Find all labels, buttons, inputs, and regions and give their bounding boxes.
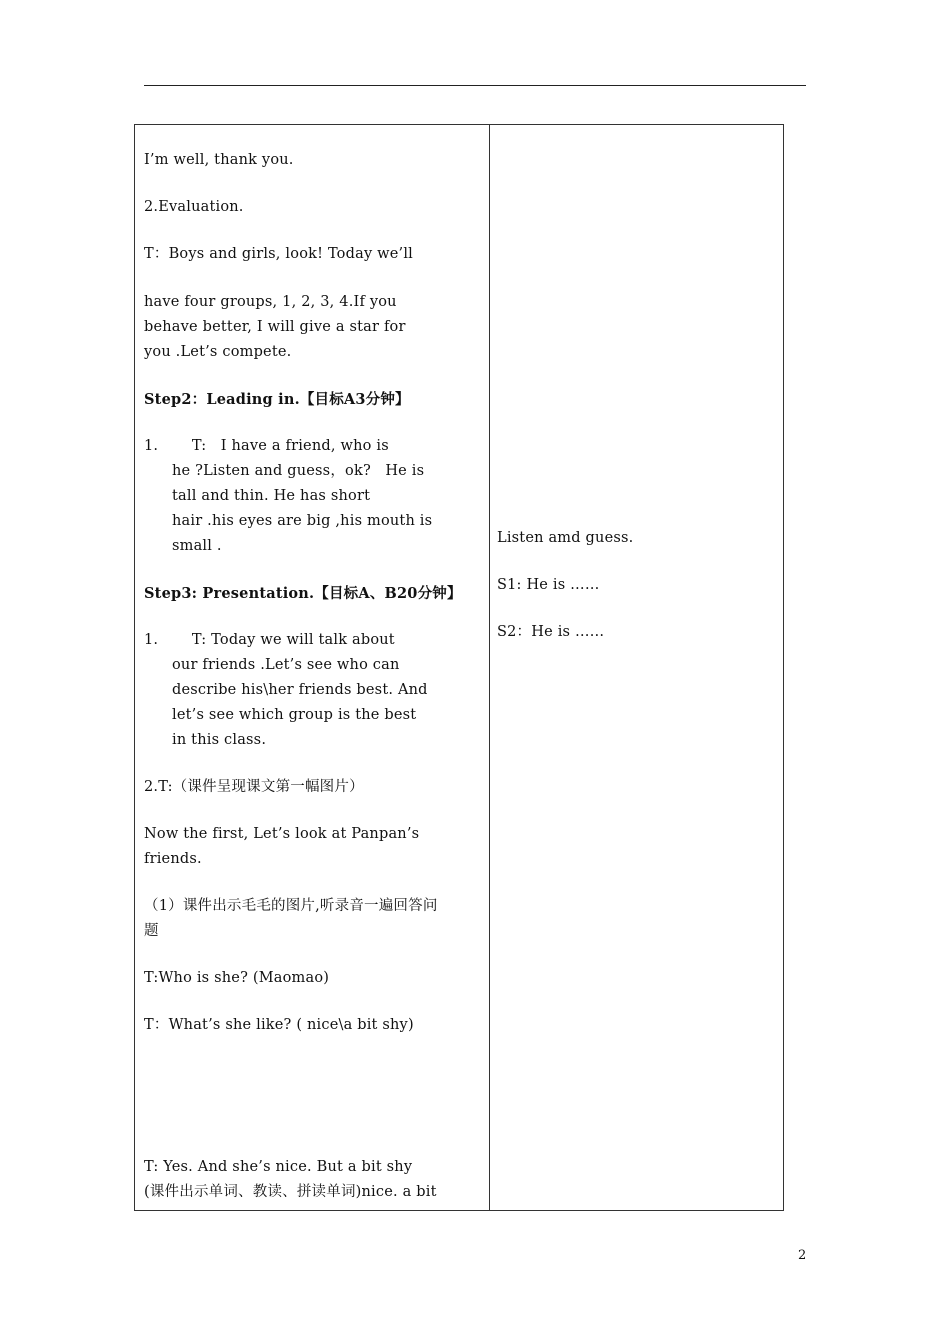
step3-item-line: describe his\her friends best. And: [172, 682, 428, 698]
step3-heading: Step3: Presentation.【目标A、B20分钟】: [144, 585, 462, 602]
listen-guess: Listen amd guess.: [497, 530, 634, 546]
answer-line: T: Yes. And she’s nice. But a bit shy: [144, 1159, 413, 1175]
step3-item-line: 1. T: Today we will talk about: [144, 632, 395, 648]
groups-line: behave better, I will give a star for: [144, 319, 406, 335]
question-like: T：What’s she like? ( nice\a bit shy): [144, 1017, 414, 1033]
evaluation-heading: 2.Evaluation.: [144, 199, 244, 215]
step2-item-line: he ?Listen and guess，ok? He is: [172, 463, 425, 479]
step3-item-line: our friends .Let’s see who can: [172, 657, 400, 673]
first-look-line: friends.: [144, 851, 202, 867]
step2-item-line: tall and thin. He has short: [172, 488, 371, 504]
header-rule: [144, 85, 806, 86]
column-divider: [489, 125, 490, 1210]
page-number: 2: [798, 1248, 807, 1263]
groups-line: have four groups, 1, 2, 3, 4.If you: [144, 294, 397, 310]
student2-response: S2：He is ……: [497, 624, 605, 640]
step2-heading: Step2：Leading in.【目标A3分钟】: [144, 391, 410, 408]
step3-item2: 2.T:（课件呈现课文第一幅图片）: [144, 779, 364, 795]
teacher-intro: T：Boys and girls, look! Today we’ll: [144, 246, 414, 262]
groups-line: you .Let’s compete.: [144, 344, 292, 360]
question-who: T:Who is she? (Maomao): [144, 970, 330, 986]
task1-line: 题: [144, 923, 159, 939]
first-look-line: Now the first, Let’s look at Panpan’s: [144, 826, 420, 842]
step2-item-line: hair .his eyes are big ,his mouth is: [172, 513, 433, 529]
step3-item-line: in this class.: [172, 732, 267, 748]
step3-item-line: let’s see which group is the best: [172, 707, 417, 723]
answer-line: (课件出示单词、教读、拼读单词)nice. a bit: [144, 1184, 437, 1200]
greeting-reply: I’m well, thank you.: [144, 152, 294, 168]
task1-line: （1）课件出示毛毛的图片,听录音一遍回答问: [144, 898, 438, 914]
student1-response: S1: He is ……: [497, 577, 600, 593]
step2-item-line: 1. T: I have a friend, who is: [144, 438, 389, 454]
step2-item-line: small .: [172, 538, 222, 554]
